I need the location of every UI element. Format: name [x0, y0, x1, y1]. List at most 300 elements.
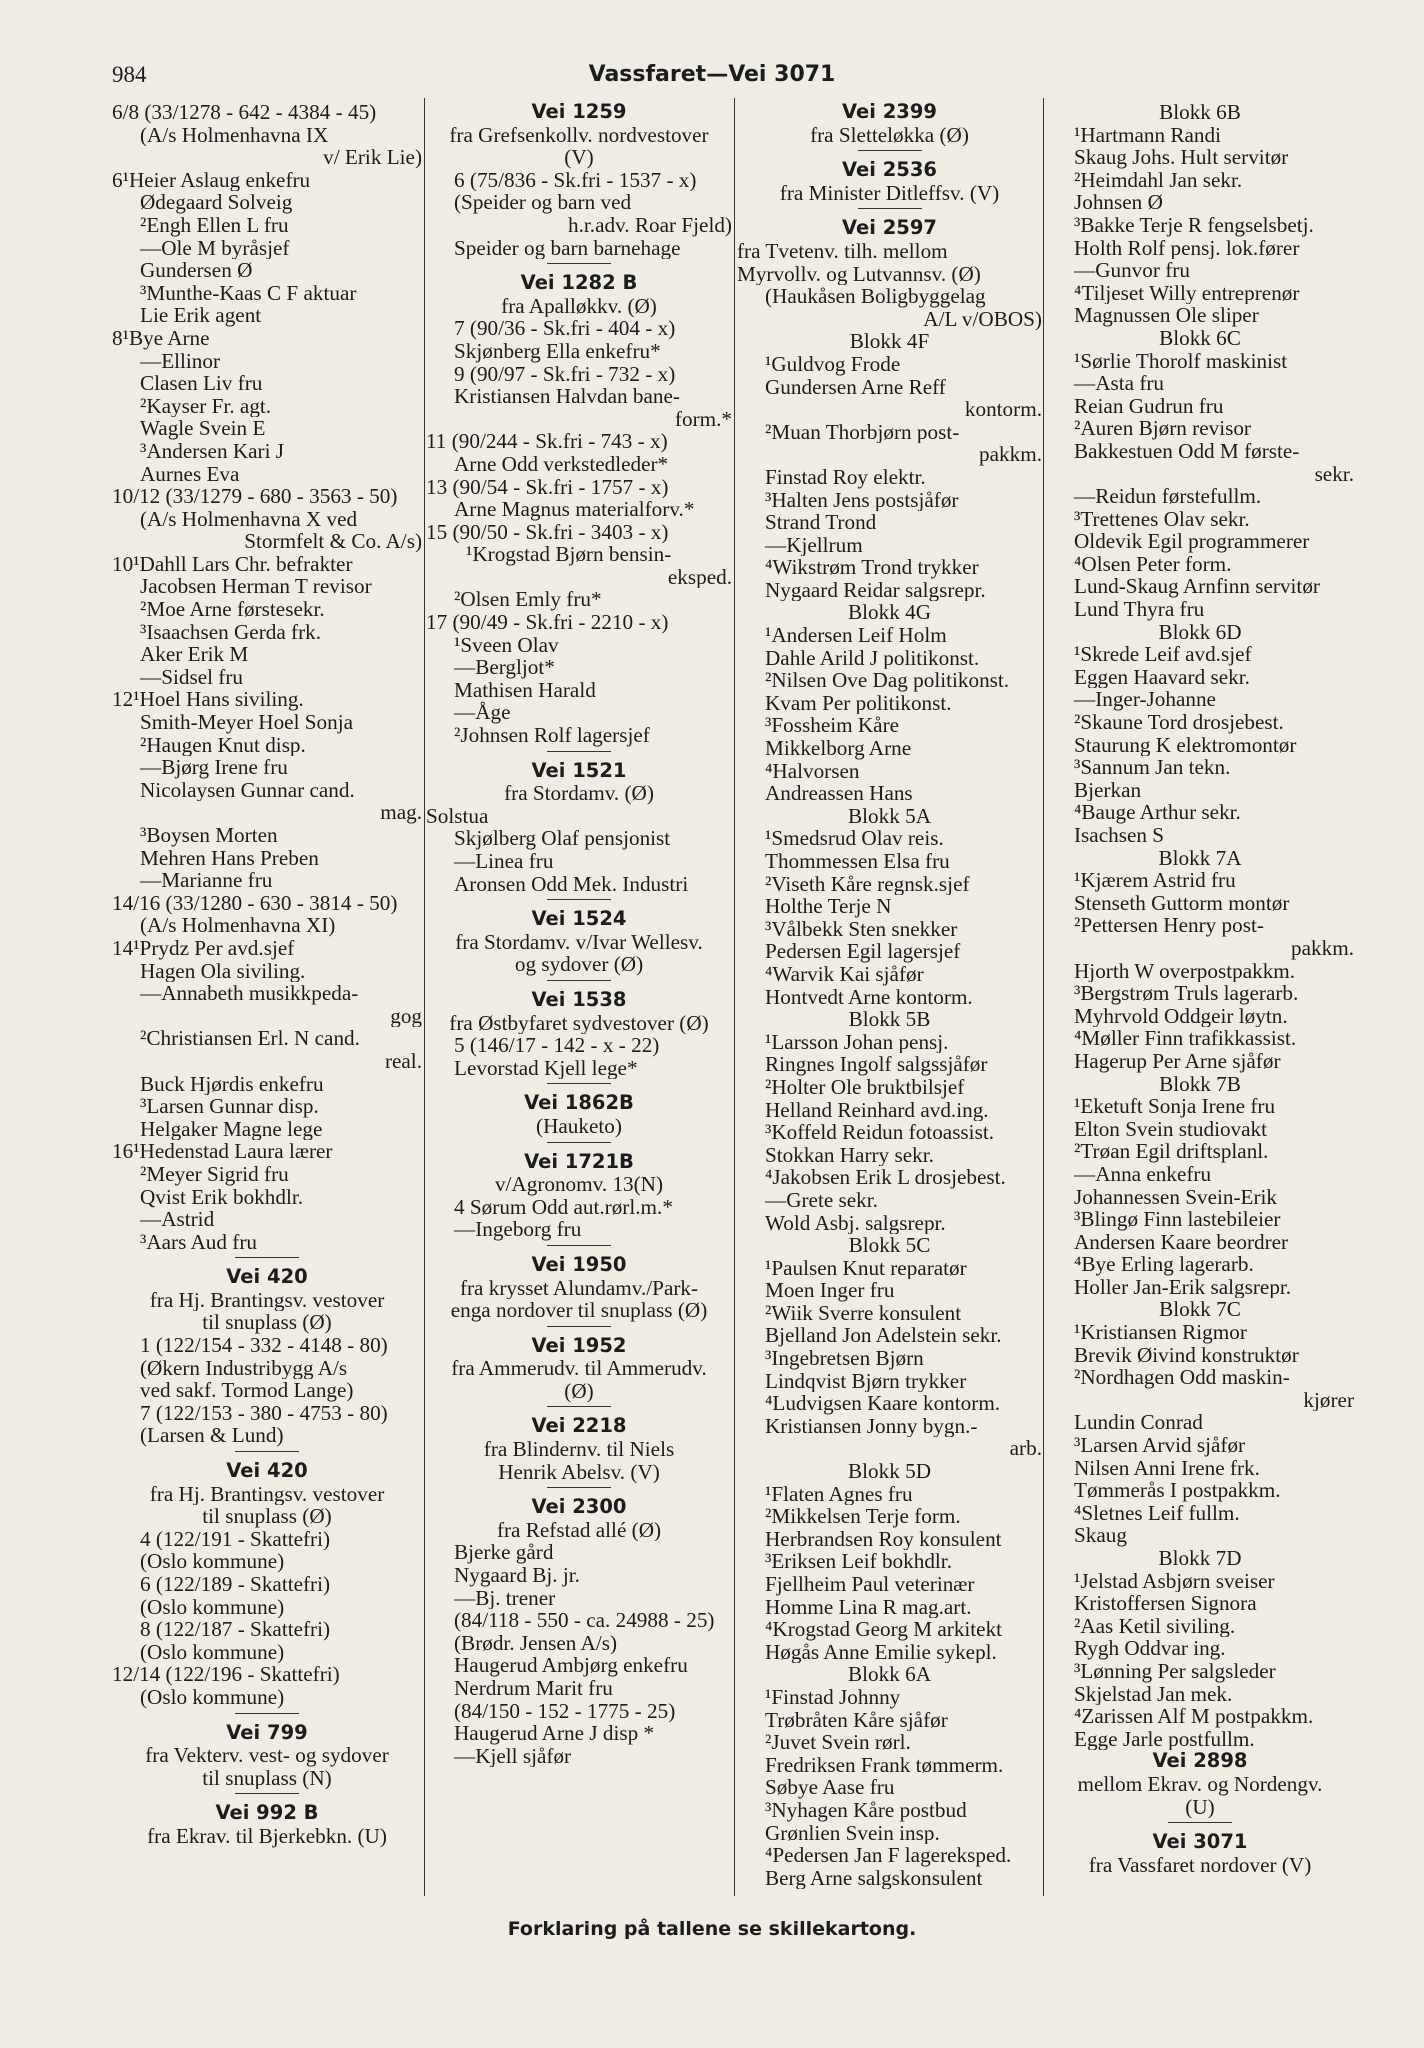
directory-line: Blokk 7A [1158, 846, 1242, 870]
directory-line: Haugerud Arne J disp * [454, 1722, 655, 1745]
section-divider [235, 1713, 299, 1714]
directory-line: —Linea fru [454, 850, 554, 873]
directory-line: Johnsen Ø [1074, 191, 1163, 214]
directory-line: Wagle Svein E [140, 417, 266, 440]
directory-line: Holthe Terje N [765, 895, 892, 918]
running-head: Vassfaret—Vei 3071 [588, 62, 836, 87]
directory-line: ³Nyhagen Kåre postbud [765, 1798, 967, 1822]
directory-line: ³Bakke Terje R fengselsbetj. [1074, 213, 1314, 237]
road-heading: Vei 420 [226, 1266, 308, 1289]
directory-line: (A/s Holmenhavna X ved [140, 507, 358, 531]
directory-line: 5 (146/17 - 142 - x - 22) [454, 1034, 660, 1057]
directory-line: h.r.adv. Roar Fjeld) [568, 213, 732, 237]
directory-line: Lie Erik agent [140, 304, 262, 327]
road-heading: Vei 420 [226, 1460, 308, 1483]
directory-line: Skjønberg Ella enkefru* [454, 339, 661, 363]
directory-line: Helland Reinhard avd.ing. [765, 1098, 989, 1122]
directory-line: Mikkelborg Arne [765, 737, 912, 760]
directory-line: sekr. [1314, 462, 1354, 486]
directory-line: Nygaard Bj. jr. [454, 1564, 580, 1587]
section-divider [547, 1245, 611, 1246]
directory-line: fra Hj. Brantingsv. vestover [149, 1482, 385, 1506]
directory-line: ³Boysen Morten [140, 824, 278, 847]
directory-line: Myrvollv. og Lutvannsv. (Ø) [737, 262, 981, 286]
directory-line: Isachsen S [1074, 824, 1165, 847]
directory-line: v/Agronomv. 13(N) [494, 1173, 664, 1196]
directory-line: ⁴Bye Erling lagerarb. [1074, 1253, 1254, 1276]
directory-line: kontorm. [964, 398, 1042, 421]
directory-line: (Oslo kommune) [140, 1640, 285, 1664]
directory-line: Egge Jarle postfullm. [1074, 1727, 1255, 1751]
directory-line: (Haukåsen Boligbyggelag [765, 285, 986, 308]
directory-line: ⁴Bauge Arthur sekr. [1074, 801, 1241, 824]
directory-line: fra Vassfaret nordover (V) [1088, 1853, 1312, 1877]
directory-line: fra Østbyfaret sydvestover (Ø) [449, 1011, 709, 1035]
directory-line: fra Hj. Brantingsv. vestover [149, 1288, 385, 1312]
directory-line: (Brødr. Jensen A/s) [454, 1631, 618, 1655]
directory-line: Bjerke gård [454, 1541, 554, 1565]
directory-line: (U) [1185, 1795, 1215, 1819]
directory-line: (Oslo kommune) [140, 1550, 285, 1573]
directory-line: mellom Ekrav. og Nordengv. [1077, 1772, 1323, 1796]
directory-line: fra Ammerudv. til Ammerudv. [451, 1357, 707, 1380]
directory-line: Tømmerås I postpakkm. [1074, 1479, 1281, 1502]
directory-line: Wold Asbj. salgsrepr. [765, 1211, 946, 1235]
directory-line: til snuplass (N) [202, 1766, 332, 1790]
directory-line: Skjølberg Olaf pensjonist [454, 827, 671, 850]
road-heading: Vei 2597 [842, 217, 937, 240]
directory-line: ³Vålbekk Sten snekker [765, 917, 958, 941]
directory-line: —Ole M byråsjef [140, 236, 290, 260]
section-divider [547, 980, 611, 981]
directory-line: ¹Eketuft Sonja Irene fru [1074, 1095, 1276, 1118]
directory-line: ⁴Pedersen Jan F lagereksped. [765, 1844, 1012, 1867]
directory-line: 7 (90/36 - Sk.fri - 404 - x) [454, 317, 676, 340]
directory-line: 14/16 (33/1280 - 630 - 3814 - 50) [112, 891, 398, 915]
directory-line: eksped. [667, 565, 732, 589]
directory-line: Høgås Anne Emilie sykepl. [765, 1640, 997, 1664]
directory-line: —Bjørg Irene fru [140, 756, 288, 779]
road-heading: Vei 2399 [842, 101, 937, 123]
directory-line: ved sakf. Tormod Lange) [140, 1379, 354, 1402]
section-divider [547, 1142, 611, 1143]
directory-line: Dahle Arild J politikonst. [765, 646, 980, 670]
directory-line: (84/118 - 550 - ca. 24988 - 25) [454, 1609, 715, 1632]
directory-line: Nerdrum Marit fru [454, 1677, 613, 1700]
directory-line: ³Andersen Kari J [140, 439, 285, 463]
directory-line: —Åge [454, 701, 511, 725]
directory-line: ¹Kristiansen Rigmor [1074, 1321, 1247, 1344]
directory-line: ¹Hartmann Randi [1074, 123, 1221, 147]
directory-line: —Grete sekr. [765, 1188, 878, 1212]
directory-line: ²Nilsen Ove Dag politikonst. [765, 669, 1010, 692]
directory-line: ³Ingebretsen Bjørn [765, 1347, 924, 1370]
directory-line: ⁴Jakobsen Erik L drosjebest. [765, 1166, 1006, 1189]
directory-line: Herbrandsen Roy konsulent [765, 1527, 1002, 1551]
directory-line: 11 (90/244 - Sk.fri - 743 - x) [426, 430, 668, 453]
section-divider [235, 1451, 299, 1452]
directory-line: 15 (90/50 - Sk.fri - 3403 - x) [426, 520, 669, 544]
directory-line: ¹Skrede Leif avd.sjef [1074, 643, 1252, 666]
directory-line: Lundin Conrad [1074, 1411, 1203, 1435]
directory-line: ²Auren Bjørn revisor [1074, 417, 1251, 440]
directory-line: Kvam Per politikonst. [765, 691, 952, 715]
directory-line: ²Johnsen Rolf lagersjef [454, 724, 650, 747]
directory-line: Aronsen Odd Mek. Industri [454, 872, 689, 896]
column-rule [734, 98, 735, 1896]
directory-line: 10/12 (33/1279 - 680 - 3563 - 50) [112, 485, 398, 508]
directory-line: Magnussen Ole sliper [1074, 304, 1259, 327]
directory-line: fra Grefsenkollv. nordvestover [449, 123, 709, 147]
directory-line: Ringnes Ingolf salgssjåfør [765, 1053, 988, 1076]
directory-line: ⁴Halvorsen [765, 759, 860, 783]
directory-line: Blokk 5D [848, 1460, 931, 1483]
directory-line: ¹Smedsrud Olav reis. [765, 827, 944, 850]
directory-line: ⁴Møller Finn trafikkassist. [1074, 1027, 1297, 1050]
directory-line: gog [390, 1004, 422, 1028]
directory-line: fra Blindernv. til Niels [483, 1438, 675, 1461]
page-number: 984 [112, 62, 147, 87]
directory-line: Homme Lina R mag.art. [765, 1595, 972, 1619]
directory-line: —Bj. trener [454, 1586, 556, 1610]
directory-line: 14¹Prydz Per avd.sjef [112, 936, 295, 960]
directory-line: ¹Flaten Agnes fru [765, 1482, 913, 1506]
directory-line: —Annabeth musikkpeda- [140, 982, 359, 1005]
directory-line: fra Refstad allé (Ø) [496, 1518, 662, 1542]
directory-line: 9 (90/97 - Sk.fri - 732 - x) [454, 362, 676, 386]
directory-line: ²Skaune Tord drosjebest. [1074, 711, 1284, 734]
directory-line: ⁴Olsen Peter form. [1074, 552, 1232, 576]
directory-line: (V) [564, 146, 594, 169]
directory-line: —Astrid [140, 1208, 215, 1231]
directory-line: til snuplass (Ø) [202, 1505, 332, 1528]
section-divider [547, 751, 611, 752]
directory-line: Bjerkan [1074, 778, 1142, 802]
directory-line: Rygh Oddvar ing. [1074, 1637, 1226, 1660]
column-rule [1043, 98, 1044, 1896]
directory-line: Clasen Liv fru [140, 372, 263, 395]
section-divider [547, 1487, 611, 1488]
directory-line: —Reidun førstefullm. [1074, 485, 1262, 508]
section-divider [547, 1083, 611, 1084]
directory-line: 12¹Hoel Hans siviling. [112, 688, 304, 712]
directory-line: Stokkan Harry sekr. [765, 1143, 934, 1167]
directory-line: fra Tvetenv. tilh. mellom [737, 239, 948, 263]
directory-line: ⁴Ludvigsen Kaare kontorm. [765, 1392, 1001, 1415]
directory-line: 16¹Hedenstad Laura lærer [112, 1140, 333, 1163]
directory-line: Hjorth W overpostpakkm. [1074, 959, 1296, 983]
directory-line: —Asta fru [1074, 372, 1165, 395]
road-heading: Vei 3071 [1152, 1831, 1248, 1854]
directory-line: ³Lønning Per salgsleder [1074, 1659, 1276, 1683]
directory-line: Brevik Øivind konstruktør [1074, 1343, 1299, 1367]
directory-line: —Sidsel fru [140, 665, 243, 689]
directory-line: ²Moe Arne førstesekr. [140, 598, 325, 621]
directory-line: Blokk 6B [1159, 101, 1241, 124]
directory-line: pakkm. [1291, 936, 1354, 960]
directory-line: Aker Erik M [140, 643, 249, 666]
directory-line: pakkm. [979, 443, 1042, 466]
directory-line: Kristiansen Jonny bygn.- [765, 1414, 978, 1438]
directory-line: —Bergljot* [454, 656, 555, 679]
directory-line: Blokk 5C [848, 1234, 931, 1257]
directory-line: 4 Sørum Odd aut.rørl.m.* [454, 1195, 673, 1219]
directory-line: Gundersen Arne Reff [765, 375, 946, 399]
directory-line: (Larsen & Lund) [140, 1424, 284, 1448]
directory-line: Blokk 5B [848, 1008, 931, 1031]
directory-line: Stenseth Guttorm montør [1074, 891, 1290, 915]
directory-line: Bjelland Jon Adelstein sekr. [765, 1324, 1002, 1348]
directory-line: Elton Svein studiovakt [1074, 1117, 1268, 1141]
section-divider [858, 208, 922, 209]
road-heading: Vei 799 [226, 1721, 308, 1744]
directory-line: Mathisen Harald [454, 678, 596, 702]
directory-line: Lund-Skaug Arnfinn servitør [1074, 575, 1320, 599]
directory-line: ²Pettersen Henry post- [1074, 914, 1264, 937]
directory-line: Myhrvold Oddgeir løytn. [1074, 1004, 1288, 1028]
directory-line: Smith-Meyer Hoel Sonja [140, 711, 354, 734]
directory-line: ²Mikkelsen Terje form. [765, 1505, 961, 1528]
directory-line: Blokk 6C [1159, 326, 1241, 350]
directory-line: ²Viseth Kåre regnsk.sjef [765, 872, 970, 896]
directory-line: ³Munthe-Kaas C F aktuar [140, 281, 357, 305]
directory-line: Aurnes Eva [140, 462, 240, 486]
directory-line: Blokk 6D [1158, 620, 1242, 644]
directory-line: ²Holter Ole bruktbilsjef [765, 1075, 965, 1099]
directory-line: ¹Andersen Leif Holm [765, 624, 947, 647]
directory-line: kjører [1303, 1388, 1354, 1412]
directory-line: Arne Odd verkstedleder* [454, 452, 669, 476]
directory-line: Jacobsen Herman T revisor [140, 575, 372, 599]
directory-line: ³Larsen Gunnar disp. [140, 1095, 319, 1118]
directory-line: ²Kayser Fr. agt. [140, 394, 272, 418]
directory-line: 6/8 (33/1278 - 642 - 4384 - 45) [112, 101, 377, 124]
section-divider [547, 263, 611, 264]
directory-line: Arne Magnus materialforv.* [454, 498, 695, 521]
directory-line: 6 (122/189 - Skattefri) [140, 1573, 331, 1596]
directory-line: 6 (75/836 - Sk.fri - 1537 - x) [454, 168, 697, 192]
directory-line: —Marianne fru [140, 869, 273, 892]
directory-line: fra Ekrav. til Bjerkebkn. (U) [147, 1824, 387, 1848]
directory-line: Helgaker Magne lege [140, 1117, 323, 1141]
section-divider [547, 1326, 611, 1327]
directory-line: (Ø) [564, 1379, 594, 1403]
directory-line: Strand Trond [765, 511, 877, 534]
road-heading: Vei 1950 [531, 1253, 627, 1276]
directory-line: Haugerud Ambjørg enkefru [454, 1654, 688, 1677]
directory-line: ²Engh Ellen L fru [140, 213, 289, 237]
directory-line: Oldevik Egil programmerer [1074, 530, 1310, 553]
directory-line: (Speider og barn ved [454, 191, 632, 214]
directory-line: real. [384, 1049, 422, 1073]
directory-line: ³Halten Jens postsjåfør [765, 488, 959, 512]
directory-line: 8 (122/187 - Skattefri) [140, 1618, 331, 1641]
directory-line: Levorstad Kjell lege* [454, 1056, 638, 1080]
directory-line: Kristiansen Halvdan bane- [454, 385, 680, 408]
directory-line: Andersen Kaare beordrer [1074, 1230, 1289, 1254]
directory-line: Nicolaysen Gunnar cand. [140, 778, 355, 802]
directory-line: ²Juvet Svein rørl. [765, 1731, 911, 1754]
directory-line: —Anna enkefru [1074, 1162, 1212, 1186]
directory-line: Bakkestuen Odd M første- [1074, 439, 1300, 463]
road-heading: Vei 2536 [842, 159, 937, 182]
directory-line: ³Trettenes Olav sekr. [1074, 507, 1250, 531]
directory-line: 7 (122/153 - 380 - 4753 - 80) [140, 1401, 388, 1425]
directory-line: ⁴Tiljeset Willy entreprenør [1074, 281, 1300, 305]
directory-line: Finstad Roy elektr. [765, 465, 926, 489]
directory-line: ³Bergstrøm Truls lagerarb. [1074, 982, 1299, 1005]
directory-line: Reian Gudrun fru [1074, 394, 1224, 418]
section-divider [1168, 1822, 1232, 1823]
directory-line: enga nordover til snuplass (Ø) [450, 1299, 708, 1322]
directory-line: Nygaard Reidar salgsrepr. [765, 578, 986, 602]
road-heading: Vei 992 B [215, 1802, 319, 1825]
directory-line: ¹Larsson Johan pensj. [765, 1030, 949, 1054]
directory-line: ³Aars Aud fru [140, 1230, 257, 1254]
directory-line: Fjellheim Paul veterinær [765, 1573, 975, 1596]
directory-line: (Hauketo) [536, 1114, 622, 1138]
directory-line: ¹Sveen Olav [454, 633, 559, 657]
road-heading: Vei 1952 [531, 1334, 627, 1357]
directory-line: 1 (122/154 - 332 - 4148 - 80) [140, 1334, 388, 1357]
road-heading: Vei 1538 [531, 988, 627, 1011]
directory-line: Ødegaard Solveig [140, 191, 293, 214]
directory-line: og sydover (Ø) [514, 953, 644, 976]
directory-line: ³Eriksen Leif bokhdlr. [765, 1550, 952, 1573]
directory-line: til snuplass (Ø) [202, 1311, 332, 1335]
directory-line: mag. [380, 801, 422, 824]
directory-line: A/L v/OBOS) [923, 307, 1042, 331]
directory-line: fra Stordamv. (Ø) [504, 782, 654, 805]
road-heading: Vei 1862B [524, 1092, 634, 1115]
road-heading: Vei 2218 [531, 1415, 627, 1438]
column-4 [1046, 101, 1354, 1876]
directory-line: ²Muan Thorbjørn post- [765, 420, 960, 444]
directory-line: Johannessen Svein-Erik [1074, 1185, 1278, 1209]
directory-line: fra Sletteløkka (Ø) [810, 123, 969, 147]
directory-line: ¹Guldvog Frode [765, 352, 901, 376]
directory-line: 4 (122/191 - Skattefri) [140, 1527, 331, 1551]
directory-line: Stormfelt & Co. A/s) [244, 530, 422, 553]
road-heading: Vei 1524 [531, 908, 627, 931]
directory-line: form.* [674, 407, 732, 431]
directory-line: ³Koffeld Reidun fotoassist. [765, 1121, 994, 1144]
directory-line: Blokk 4F [849, 330, 930, 353]
directory-line: —Inger-Johanne [1074, 688, 1216, 712]
directory-line: ¹Kjærem Astrid fru [1074, 869, 1236, 892]
directory-line: Holth Rolf pensj. lok.fører [1074, 236, 1300, 260]
directory-line: ⁴Warvik Kai sjåfør [765, 962, 924, 986]
directory-line: fra Apalløkkv. (Ø) [501, 294, 657, 318]
directory-line: —Kjell sjåfør [454, 1744, 572, 1768]
directory-line: fra krysset Alundamv./Park- [459, 1276, 699, 1300]
directory-line: ²Christiansen Erl. N cand. [140, 1027, 360, 1050]
directory-line: Hontvedt Arne kontorm. [765, 985, 973, 1009]
directory-line: Blokk 6A [848, 1663, 931, 1686]
directory-line: ²Meyer Sigrid fru [140, 1162, 289, 1186]
directory-line: —Ellinor [140, 349, 221, 373]
directory-line: (84/150 - 152 - 1775 - 25) [454, 1699, 676, 1723]
directory-line: Hagen Ola siviling. [140, 959, 306, 983]
directory-line: Blokk 5A [848, 804, 931, 828]
section-divider [235, 1793, 299, 1794]
directory-line: ³Blingø Finn lastebileier [1074, 1208, 1281, 1231]
section-divider [858, 150, 922, 151]
directory-line: ¹Paulsen Knut reparatør [765, 1256, 967, 1280]
directory-line: Mehren Hans Preben [140, 846, 319, 870]
directory-line: Eggen Haavard sekr. [1074, 665, 1250, 689]
directory-line: Fredriksen Frank tømmerm. [765, 1753, 1004, 1777]
directory-line: (Oslo kommune) [140, 1595, 285, 1619]
directory-line: ⁴Sletnes Leif fullm. [1074, 1501, 1240, 1525]
directory-line: fra Minister Ditleffsv. (V) [779, 181, 1000, 205]
directory-line: ³Larsen Arvid sjåfør [1074, 1434, 1246, 1457]
directory-line: Skjelstad Jan mek. [1074, 1682, 1233, 1706]
directory-line: 8¹Bye Arne [112, 326, 210, 350]
directory-line: Henrik Abelsv. (V) [498, 1460, 660, 1484]
directory-line: Hagerup Per Arne sjåfør [1074, 1049, 1281, 1073]
section-divider [235, 1257, 299, 1258]
directory-line: Blokk 7B [1159, 1072, 1241, 1096]
directory-line: Skaug [1074, 1524, 1127, 1547]
column-2 [426, 101, 732, 1767]
directory-line: Buck Hjørdis enkefru [140, 1072, 324, 1096]
directory-line: Gundersen Ø [140, 259, 253, 282]
directory-line: —Gunvor fru [1074, 259, 1190, 282]
directory-line: ³Fossheim Kåre [765, 714, 900, 738]
directory-line: fra Vekterv. vest- og sydover [145, 1744, 389, 1767]
directory-line: ⁴Zarissen Alf M postpakkm. [1074, 1705, 1314, 1728]
directory-line: ²Trøan Egil driftsplanl. [1074, 1140, 1269, 1163]
directory-line: ³Isaachsen Gerda frk. [140, 620, 322, 644]
directory-line: ²Heimdahl Jan sekr. [1074, 168, 1243, 192]
directory-line: Blokk 7D [1158, 1547, 1242, 1570]
directory-line: ¹Jelstad Asbjørn sveiser [1074, 1569, 1275, 1593]
directory-line: Holler Jan-Erik salgsrepr. [1074, 1275, 1292, 1299]
directory-line: Lindqvist Bjørn trykker [765, 1369, 967, 1393]
directory-line: Skaug Johs. Hult servitør [1074, 146, 1289, 169]
road-heading: Vei 1259 [531, 101, 627, 123]
road-heading: Vei 1521 [531, 759, 627, 782]
section-divider [547, 899, 611, 900]
directory-line: Berg Arne salgskonsulent [765, 1866, 983, 1890]
directory-line: Trøbråten Kåre sjåfør [765, 1708, 948, 1732]
road-heading: Vei 2898 [1152, 1750, 1248, 1773]
directory-line: ⁴Wikstrøm Trond trykker [765, 556, 979, 579]
directory-line: 10¹Dahll Lars Chr. befrakter [112, 552, 353, 576]
directory-line: ⁴Krogstad Georg M arkitekt [765, 1618, 1003, 1641]
directory-line: Blokk 4G [848, 601, 931, 625]
directory-line: Solstua [426, 804, 489, 828]
directory-line: ²Olsen Emly fru* [454, 588, 602, 612]
directory-line: 13 (90/54 - Sk.fri - 1757 - x) [426, 475, 669, 499]
directory-line: ²Aas Ketil siviling. [1074, 1614, 1236, 1638]
directory-line: Søbye Aase fru [765, 1776, 895, 1799]
directory-line: —Ingeborg fru [454, 1218, 582, 1241]
directory-line: —Kjellrum [765, 533, 863, 557]
directory-line: 12/14 (122/196 - Skattefri) [112, 1663, 340, 1686]
footer-note: Forklaring på tallene se skillekartong. [507, 1918, 917, 1940]
directory-line: Qvist Erik bokhdlr. [140, 1185, 304, 1209]
directory-line: ²Haugen Knut disp. [140, 733, 306, 757]
directory-line: ³Sannum Jan tekn. [1074, 756, 1231, 779]
directory-line: ²Wiik Sverre konsulent [765, 1301, 962, 1325]
directory-line: Lund Thyra fru [1074, 598, 1205, 621]
column-rule [424, 98, 425, 1896]
directory-line: Blokk 7C [1159, 1298, 1241, 1322]
directory-line: Grønlien Svein insp. [765, 1821, 940, 1845]
section-divider [547, 1406, 611, 1407]
